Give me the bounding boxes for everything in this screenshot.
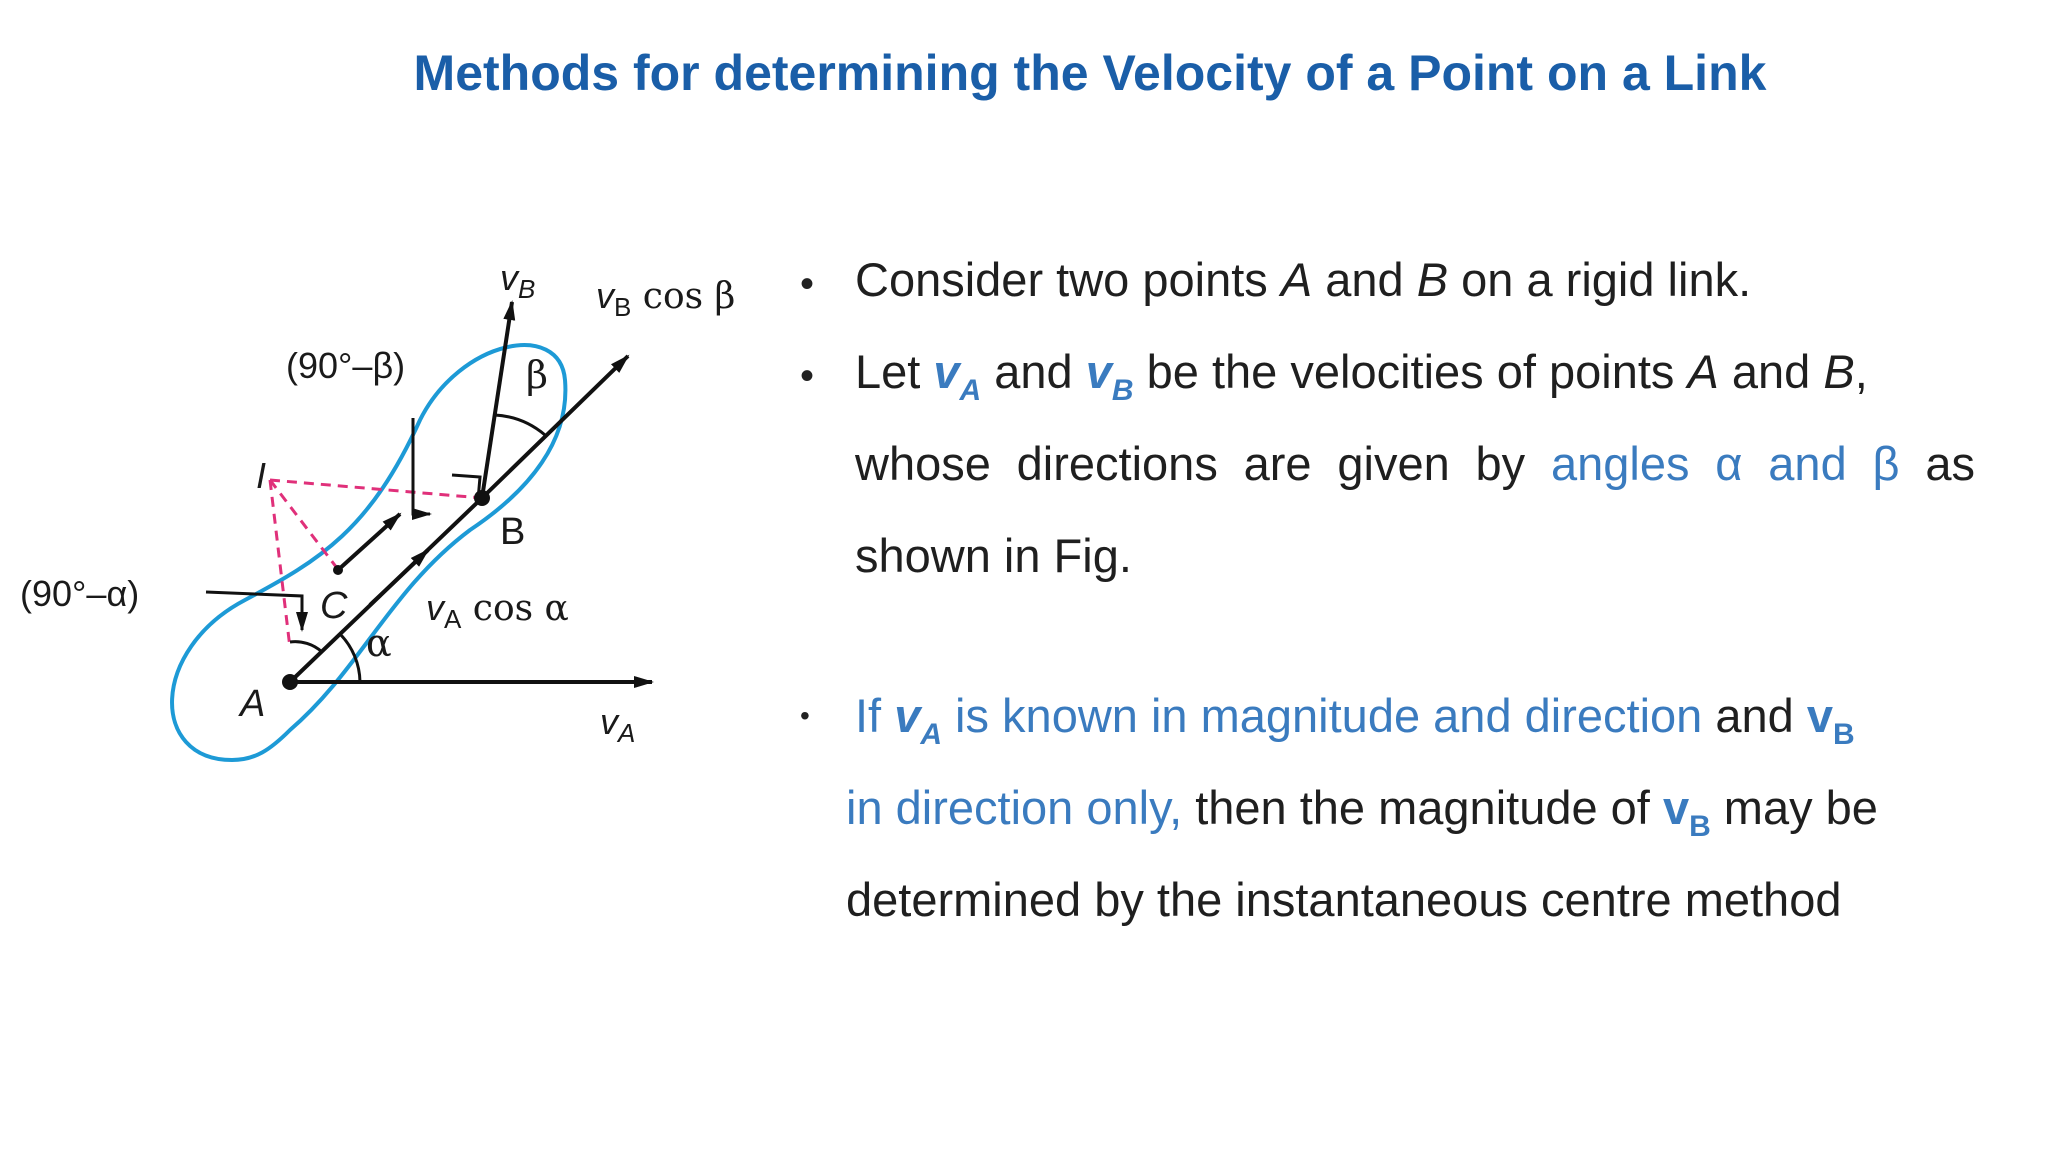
label-i: I: [256, 455, 267, 496]
bullet-marker: •: [800, 354, 815, 398]
label-beta: β: [526, 353, 548, 397]
bullet-2-line-3: shown in Fig.: [855, 529, 1132, 582]
bullet-3-line-1: If $v_A$ is known in magnitude and direction and $v_B$: [855, 689, 1855, 751]
bullet-list: [790, 0, 1990, 1152]
vb-cos-beta-arrow: [482, 356, 628, 498]
label-vb-cos-beta: $v_B$ cos β: [596, 275, 736, 322]
label-ninety-beta: (90°–β): [286, 345, 406, 386]
label-b: B: [500, 511, 526, 553]
label-alpha: α: [366, 621, 392, 665]
label-c: C: [320, 585, 348, 627]
bullet-2-line-1: Let $v_A$ and $v_B$ be the velocities of points A and B,: [855, 345, 1868, 407]
label-va: $v_A$: [600, 701, 636, 748]
symbol-vb: $v_B$: [1662, 781, 1711, 843]
symbol-va: $v_A$: [933, 345, 982, 407]
vc-arrow: [338, 514, 400, 570]
label-va-cos-alpha: $v_A$ cos α: [426, 587, 569, 634]
point-c: [333, 565, 343, 575]
label-a: A: [240, 683, 266, 725]
symbol-va: $v_A$: [894, 689, 942, 751]
bullet-marker: •: [800, 700, 810, 731]
vb-arrow: [482, 302, 512, 498]
symbol-vb: $v_B$: [1806, 689, 1855, 751]
beta-arc: [495, 415, 545, 435]
symbol-vb: $v_B$: [1085, 345, 1134, 407]
bullet-marker: •: [800, 262, 815, 306]
velocity-diagram: [0, 230, 790, 790]
velocity-diagram-svg: [0, 230, 790, 790]
bullet-1: Consider two points A and B on a rigid link.: [855, 253, 1752, 306]
bullet-3-line-3: determined by the instantaneous centre method: [846, 873, 1842, 926]
ninety-alpha-arc: [290, 642, 322, 652]
slide-title: Methods for determining the Velocity of a Point on a Link: [413, 45, 1767, 101]
bullet-2-line-2: whose directions are given by angles α and β as: [855, 437, 1976, 490]
label-ninety-alpha: (90°–α): [20, 573, 140, 614]
bullet-3-line-2: in direction only, then the magnitude of $v_B$ may be: [846, 781, 1878, 843]
label-vb: $v_B$: [500, 257, 536, 304]
point-b: [474, 490, 490, 506]
point-a: [282, 674, 298, 690]
